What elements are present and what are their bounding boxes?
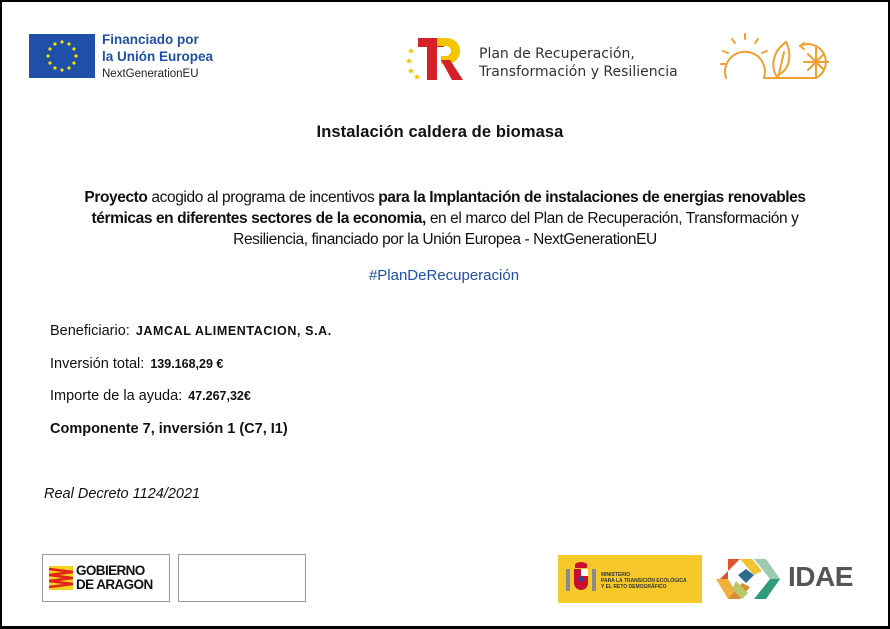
ministerio-logo — [558, 555, 702, 603]
idae-mark-icon — [714, 555, 784, 603]
ayuda-value: 47.267,32€ — [188, 389, 251, 403]
prtr-logo-line2: Transformación y Resiliencia — [479, 64, 678, 80]
eu-flag-icon — [29, 34, 95, 78]
project-text-part1: acogido al programa de incentivos — [147, 189, 379, 206]
real-decreto: Real Decreto 1124/2021 — [44, 486, 201, 502]
idae-wordmark: IDAE — [788, 561, 853, 592]
project-text-part2: para la Implantación de instalaciones de energias renovables térmicas en diferentes sectores de la economia, — [91, 189, 806, 227]
hashtag: #PlanDeRecuperación — [368, 267, 520, 284]
ministerio-line1: MINISTERIO — [601, 572, 631, 578]
sun-leaf-snowflake-icon — [720, 32, 838, 84]
ministerio-text — [601, 572, 687, 590]
ayuda-row — [50, 388, 251, 404]
beneficiario-row — [50, 323, 332, 339]
beneficiario-label: Beneficiario: — [50, 323, 130, 339]
ministerio-line2: PARA LA TRANSICIÓN ECOLÓGICA — [601, 578, 687, 584]
beneficiario-value: JAMCAL ALIMENTACION, S.A. — [135, 324, 332, 338]
aragon-line1: GOBIERNO — [76, 563, 145, 578]
ayuda-label: Importe de la ayuda: — [50, 388, 183, 404]
project-lead: Proyecto — [84, 189, 148, 206]
eu-logo-line1: Financiado por — [102, 32, 199, 47]
aragon-line2: DE ARAGON — [76, 577, 153, 592]
page-title: Instalación caldera de biomasa — [316, 123, 564, 141]
eu-logo-line2: la Unión Europea — [102, 49, 214, 64]
prtr-logo-line1: Plan de Recuperación, — [479, 46, 635, 62]
gobierno-aragon-logo — [42, 554, 170, 602]
eu-logo-line3: NextGenerationEU — [102, 68, 199, 80]
inversion-label: Inversión total: — [50, 356, 145, 372]
ministerio-line3: Y EL RETO DEMOGRÁFICO — [601, 584, 667, 590]
aragon-flag-icon — [49, 566, 73, 590]
inversion-value: 139.168,29 € — [150, 357, 224, 371]
empty-logo-box — [178, 554, 306, 602]
tr-logo-icon — [405, 34, 465, 82]
inversion-row — [50, 356, 223, 372]
project-description — [62, 187, 828, 250]
componente-row: Componente 7, inversión 1 (C7, I1) — [50, 421, 288, 437]
spain-crest-icon — [564, 561, 598, 597]
project-text-part3: en el marco del Plan de Recuperación, Transformación y Resiliencia, financiado por la Unión Europea - NextGenerationEU — [233, 210, 799, 248]
